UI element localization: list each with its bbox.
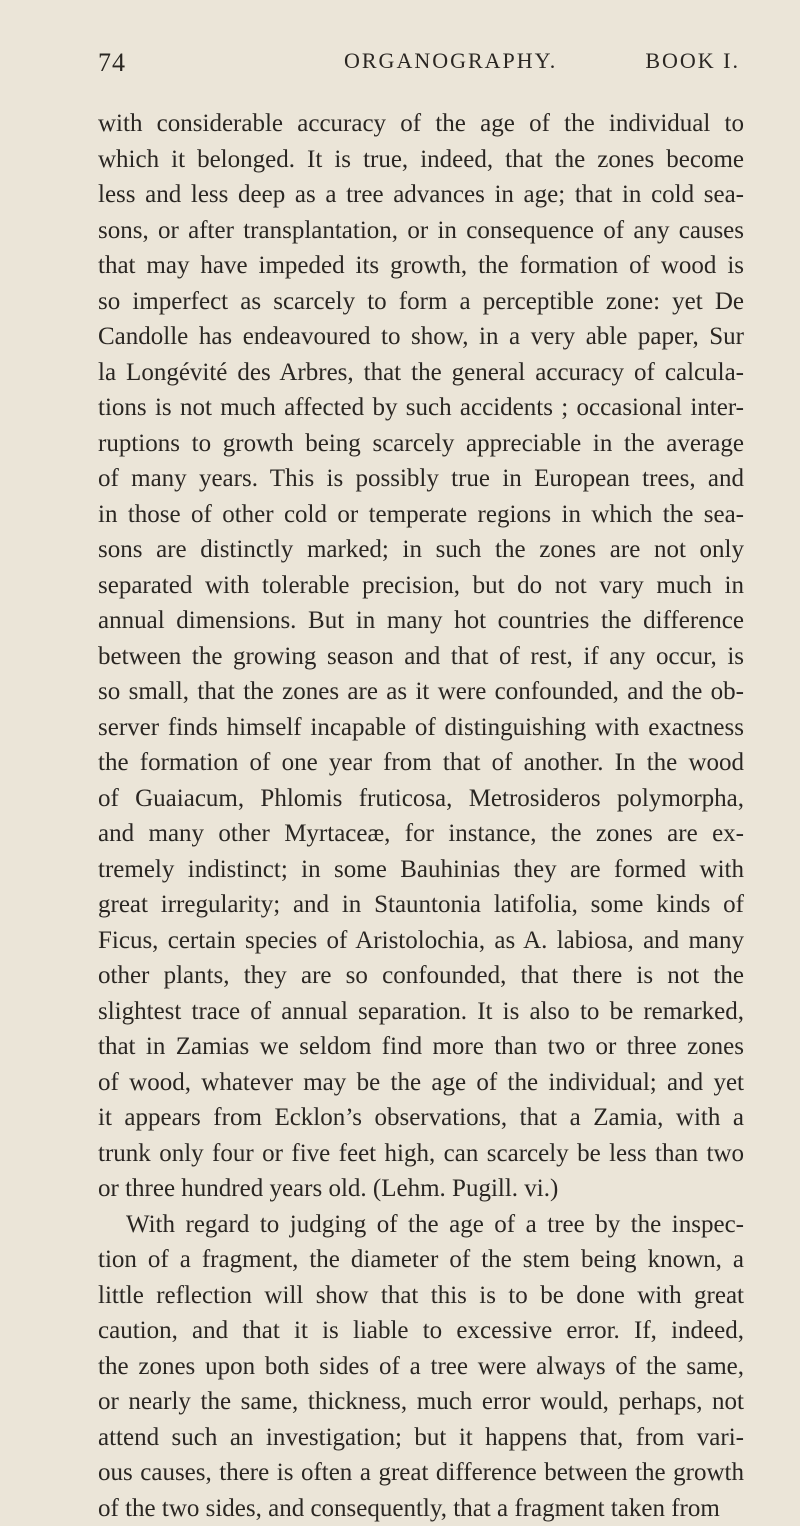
text-line: slightest trace of annual separation. It is also to be remarked, (98, 994, 744, 1030)
text-line: the formation of one year from that of another. In the wood (98, 745, 744, 781)
text-line: the zones upon both sides of a tree were always of the same, (98, 1349, 744, 1385)
text-line: so imperfect as scarcely to form a perceptible zone: yet De (98, 284, 744, 320)
text-line: trunk only four or five feet high, can scarcely be less than two (98, 1136, 744, 1172)
text-line: or three hundred years old. (Lehm. Pugill. vi.) (98, 1171, 744, 1207)
page-number: 74 (98, 48, 126, 78)
text-line: sons, or after transplantation, or in consequence of any causes (98, 213, 744, 249)
text-line: server finds himself incapable of distinguishing with exactness (98, 710, 744, 746)
text-line: little reflection will show that this is to be done with great (98, 1278, 744, 1314)
text-line: that in Zamias we seldom find more than two or three zones (98, 1029, 744, 1065)
text-line: between the growing season and that of rest, if any occur, is (98, 639, 744, 675)
text-line: or nearly the same, thickness, much error would, perhaps, not (98, 1384, 744, 1420)
text-line: With regard to judging of the age of a tree by the inspec- (98, 1207, 744, 1243)
text-line: separated with tolerable precision, but do not vary much in (98, 568, 744, 604)
body-text (98, 106, 744, 1526)
text-line: it appears from Ecklon’s observations, that a Zamia, with a (98, 1100, 744, 1136)
text-line: with considerable accuracy of the age of the individual to (98, 106, 744, 142)
text-line: other plants, they are so confounded, that there is not the (98, 958, 744, 994)
text-line: great irregularity; and in Stauntonia latifolia, some kinds of (98, 887, 744, 923)
text-line: sons are distinctly marked; in such the zones are not only (98, 532, 744, 568)
text-line: of Guaiacum, Phlomis fruticosa, Metrosideros polymorpha, (98, 781, 744, 817)
text-line: ous causes, there is often a great difference between the growth (98, 1455, 744, 1491)
text-line: and many other Myrtaceæ, for instance, the zones are ex- (98, 816, 744, 852)
text-line: tremely indistinct; in some Bauhinias they are formed with (98, 852, 744, 888)
text-line: tion of a fragment, the diameter of the stem being known, a (98, 1242, 744, 1278)
book-label: BOOK I. (645, 48, 740, 74)
text-line: in those of other cold or temperate regions in which the sea- (98, 497, 744, 533)
text-line: which it belonged. It is true, indeed, that the zones become (98, 142, 744, 178)
running-title: ORGANOGRAPHY. (344, 48, 557, 74)
text-line: attend such an investigation; but it happens that, from vari- (98, 1420, 744, 1456)
text-line: caution, and that it is liable to excessive error. If, indeed, (98, 1313, 744, 1349)
text-line: of wood, whatever may be the age of the individual; and yet (98, 1065, 744, 1101)
text-line: annual dimensions. But in many hot countries the difference (98, 603, 744, 639)
text-line: la Longévité des Arbres, that the general accuracy of calcula- (98, 355, 744, 391)
text-line: Ficus, certain species of Aristolochia, as A. labiosa, and many (98, 923, 744, 959)
text-line: ruptions to growth being scarcely appreciable in the average (98, 426, 744, 462)
running-head (98, 48, 740, 82)
text-line: that may have impeded its growth, the formation of wood is (98, 248, 744, 284)
text-line: so small, that the zones are as it were confounded, and the ob- (98, 674, 744, 710)
text-line: of many years. This is possibly true in European trees, and (98, 461, 744, 497)
text-line: less and less deep as a tree advances in age; that in cold sea- (98, 177, 744, 213)
text-line: of the two sides, and consequently, that a fragment taken from (98, 1491, 744, 1526)
text-line: Candolle has endeavoured to show, in a very able paper, Sur (98, 319, 744, 355)
text-line: tions is not much affected by such accidents ; occasional inter- (98, 390, 744, 426)
